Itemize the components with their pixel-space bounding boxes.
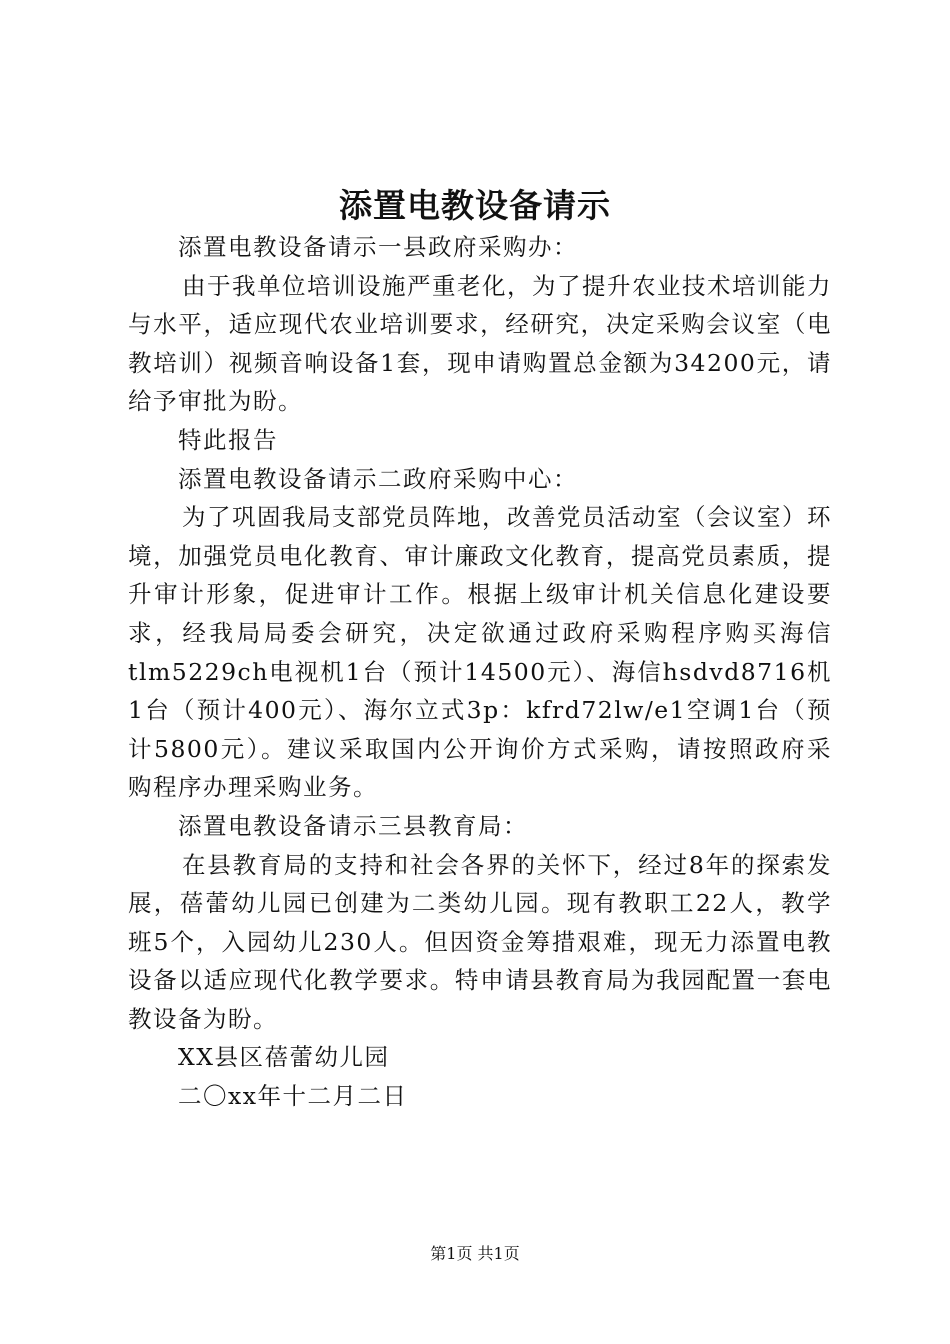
- document-body: [128, 228, 832, 1116]
- request-three-heading: 添置电教设备请示三县教育局：: [178, 811, 528, 840]
- request-two-heading: 添置电教设备请示二政府采购中心：: [178, 464, 578, 493]
- request-three-body: 在县教育局的支持和社会各界的关怀下，经过8年的探索发展，蓓蕾幼儿园已创建为二类幼儿园。现有教职工22人，教学班5个，入园幼儿230人。但因资金筹措艰难，现无力添置电教设备以适应现代化教学要求。特申请县教育局为我园配置一套电教设备为盼。: [128, 850, 832, 1033]
- request-one-body: 由于我单位培训设施严重老化，为了提升农业技术培训能力与水平，适应现代农业培训要求，经研究，决定采购会议室（电教培训）视频音响设备1套，现申请购置总金额为34200元，请给予审批为盼。: [128, 271, 832, 416]
- request-two-body: 为了巩固我局支部党员阵地，改善党员活动室（会议室）环境，加强党员电化教育、审计廉政文化教育，提高党员素质，提升审计形象，促进审计工作。根据上级审计机关信息化建设要求，经我局局委会研究，决定欲通过政府采购程序购买海信tlm5229ch电视机1台（预计14500元）、海信hsdvd8716机1台（预计400元）、海尔立式3p：kfrd72lw/e1空调1台（预计5800元）。建议采取国内公开询价方式采购，请按照政府采购程序办理采购业务。: [128, 503, 832, 802]
- page-number-footer: 第1页 共1页: [430, 1244, 520, 1263]
- document-title: 添置电教设备请示: [339, 186, 611, 225]
- request-one-heading: 添置电教设备请示一县政府采购办：: [178, 233, 578, 261]
- signature-date: 二〇xx年十二月二日: [178, 1082, 408, 1111]
- signature-organization: XX县区蓓蕾幼儿园: [178, 1043, 390, 1072]
- request-one-closing: 特此报告: [178, 425, 278, 454]
